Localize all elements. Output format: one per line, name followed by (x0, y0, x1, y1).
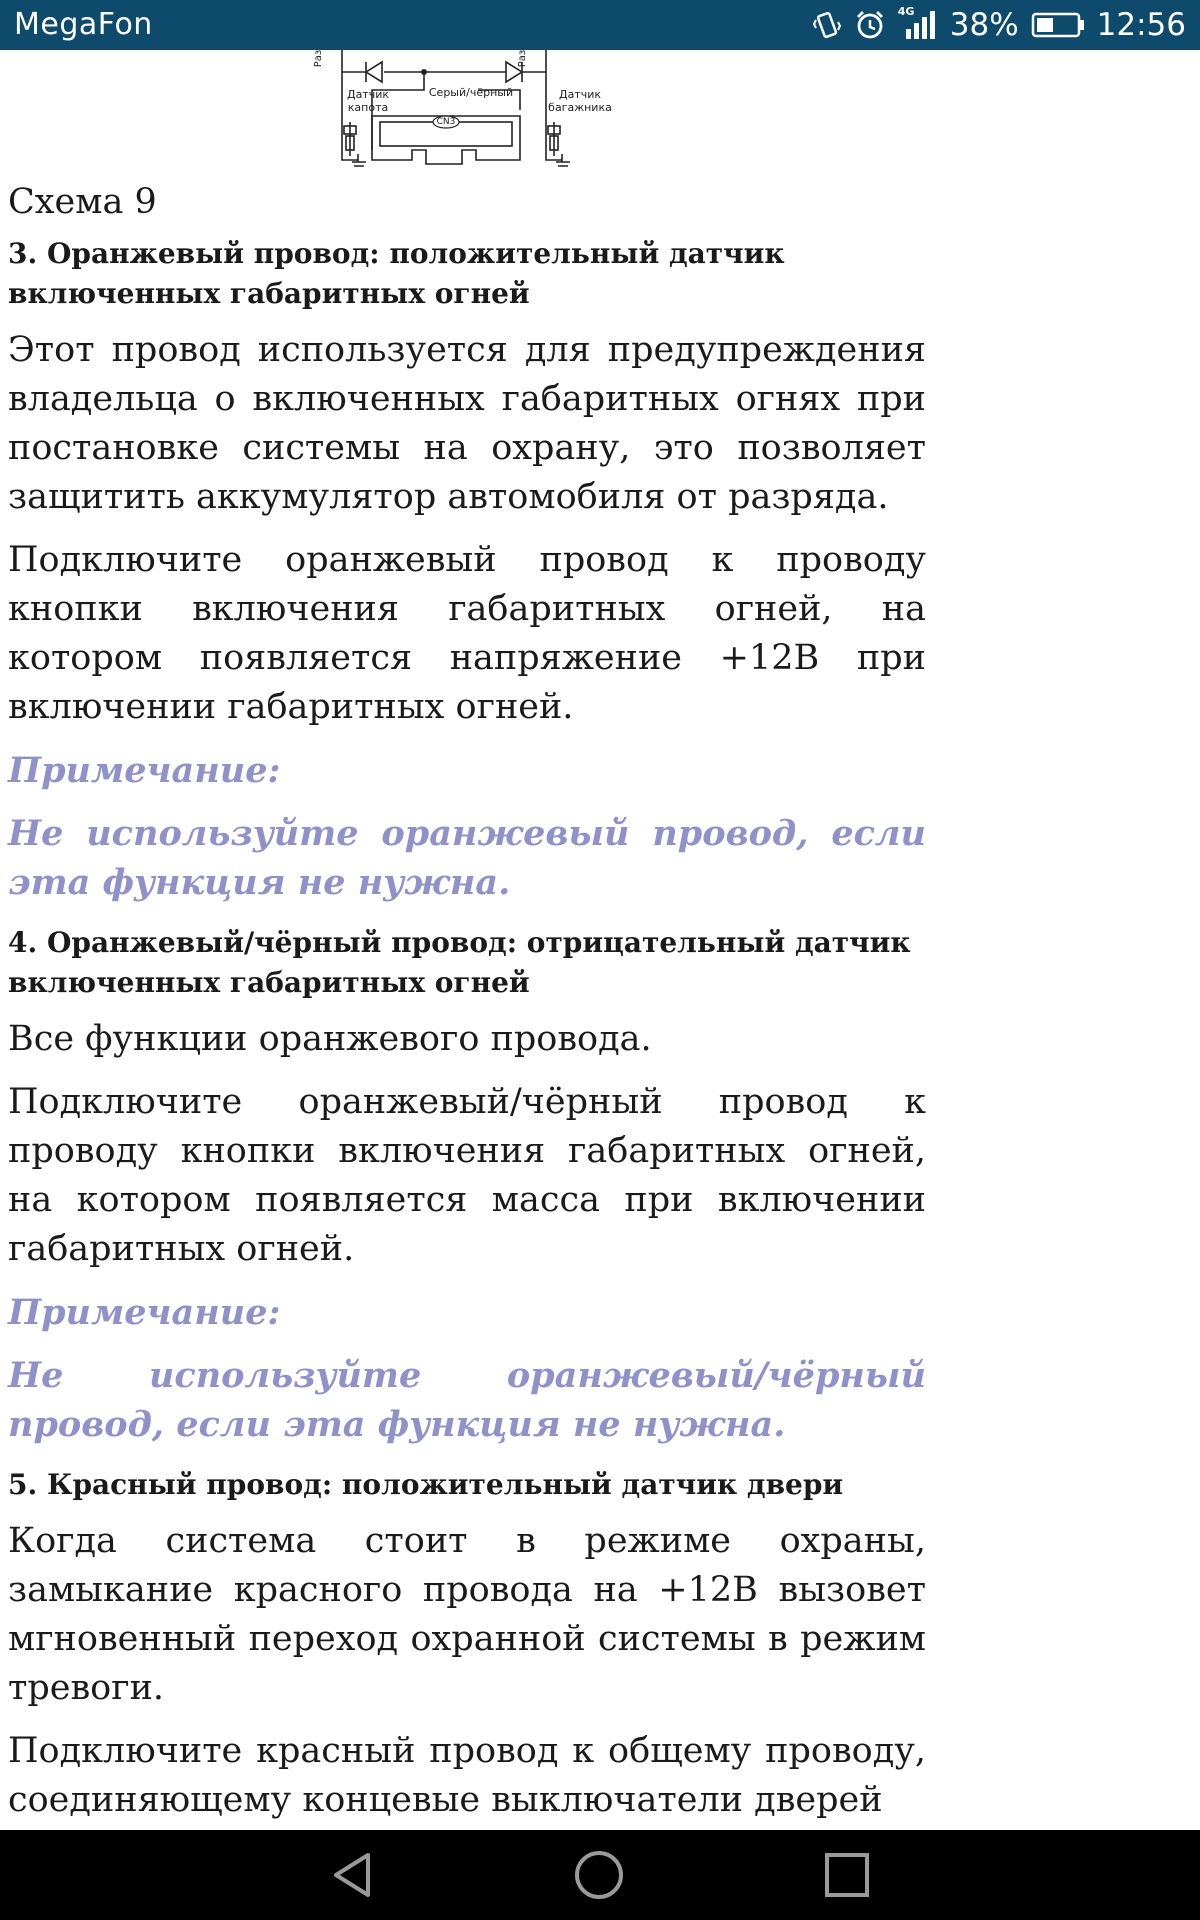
diagram-label-gray-black: Серый/чёрный (428, 86, 514, 99)
battery-percent: 38% (949, 7, 1019, 43)
battery-icon (1031, 11, 1085, 39)
clock: 12:56 (1096, 7, 1186, 43)
back-icon (328, 1849, 376, 1901)
network-type: 4G (897, 5, 915, 18)
section-4-note-title: Примечание: (8, 1292, 281, 1333)
carrier-name: MegaFon (14, 7, 153, 42)
section-3-paragraph-2: Подключите оранжевый провод к проводу кнопки включения габаритных огней, на котором появляется напряжение +12В при включении габаритных огней. (8, 540, 926, 727)
recent-apps-icon (823, 1851, 871, 1899)
section-3-note-title: Примечание: (8, 750, 281, 791)
status-icons (812, 0, 1186, 50)
recent-apps-button[interactable] (787, 1830, 907, 1920)
document-body (8, 180, 926, 1830)
status-bar (0, 0, 1200, 50)
diagram-label-right-vertical: Раз (517, 50, 529, 68)
diagram-label-left-vertical: Раз (313, 50, 325, 68)
section-4-note-text: Не используйте оранжевый/чёрный провод, если эта функция не нужна. (8, 1355, 926, 1445)
wiring-diagram-image (313, 50, 620, 168)
section-4-paragraph-2: Подключите оранжевый/чёрный провод к проводу кнопки включения габаритных огней, на котором появляется масса при включении габаритных огней. (8, 1082, 926, 1269)
alarm-icon (854, 9, 886, 41)
document-view[interactable] (0, 50, 1200, 1830)
section-4-paragraph-1: Все функции оранжевого провода. (8, 1019, 652, 1059)
section-5-paragraph-2: Подключите красный провод к общему проводу, соединяющему концевые выключатели дверей (8, 1731, 926, 1820)
section-3-heading: 3. Оранжевый провод: положительный датчик включенных габаритных огней (8, 237, 785, 310)
section-3-paragraph-1: Этот провод используется для предупреждения владельца о включенных габаритных огнях при постановке системы на охрану, это позволяет защитить аккумулятор автомобиля от разряда. (8, 330, 926, 517)
section-4-heading: 4. Оранжевый/чёрный провод: отрицательный датчик включенных габаритных огней (8, 926, 911, 999)
vibrate-icon (812, 10, 842, 40)
diagram-label-hood-sensor: Датчик капота (346, 88, 390, 114)
signal-icon (897, 5, 938, 41)
figure-caption: Схема 9 (8, 182, 157, 222)
back-button[interactable] (292, 1830, 412, 1920)
section-3-note-text: Не используйте оранжевый провод, если эта функция не нужна. (8, 813, 926, 903)
home-button[interactable] (539, 1830, 659, 1920)
navigation-bar (0, 1830, 1200, 1920)
diagram-label-connector: CN3 (436, 117, 456, 127)
section-5-heading: 5. Красный провод: положительный датчик двери (8, 1468, 844, 1501)
home-icon (573, 1849, 625, 1901)
section-5-paragraph-1: Когда система стоит в режиме охраны, замыкание красного провода на +12В вызовет мгновенный переход охранной системы в режим тревоги. (8, 1521, 926, 1708)
diagram-label-trunk-sensor: Датчик багажника (548, 88, 612, 114)
